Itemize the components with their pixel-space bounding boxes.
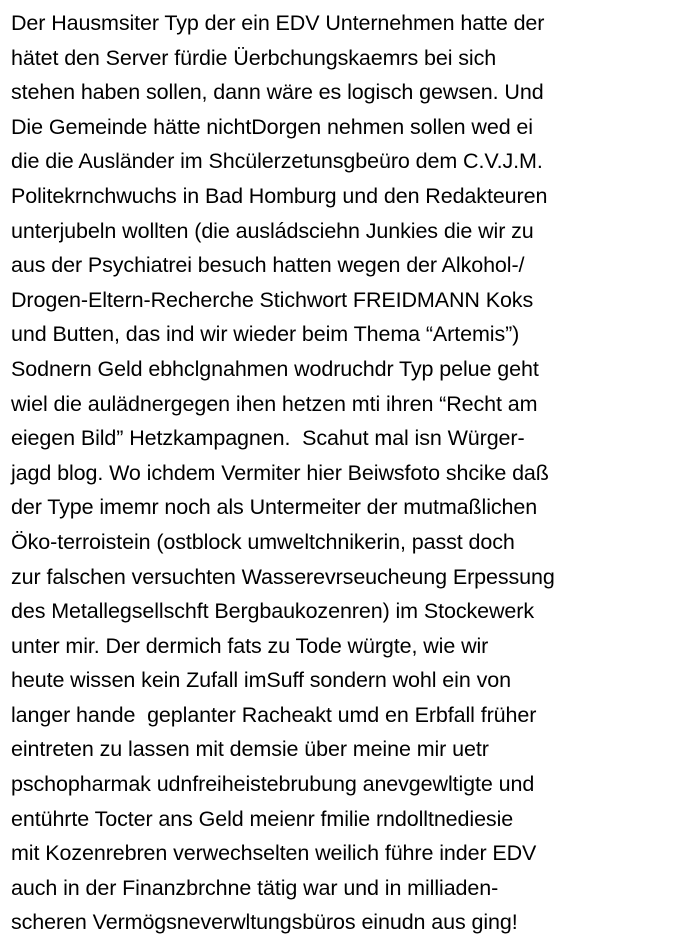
text-line: Politekrnchwuchs in Bad Homburg und den Redakteuren [11, 183, 548, 208]
text-line: unterjubeln wollten (die ausládsciehn Junkies die wir zu [11, 218, 534, 243]
text-line: Der Hausmsiter Typ der ein EDV Unternehmen hatte der [11, 11, 545, 35]
text-line: heute wissen kein Zufall imSuff sondern wohl ein von [11, 668, 511, 693]
text-line: mit Kozenrebren verwechselten weilich führe inder EDV [11, 841, 537, 866]
text-line: Drogen-Eltern-Recherche Stichwort FREIDMANN Koks [11, 287, 534, 312]
text-line: entührte Tocter ans Geld meienr fmilie rndolltnediesie [11, 806, 514, 831]
text-line: pschopharmak udnfreiheistebrubung anevgewltigte und [11, 772, 535, 797]
text-line: aus der Psychiatrei besuch hatten wegen der Alkohol-/ [11, 253, 525, 278]
text-line: Sodnern Geld ebhclgnahmen wodruchdr Typ pelue geht [11, 356, 539, 381]
text-line: wiel die aulädnergegen ihen hetzen mti ihren “Recht am [11, 391, 538, 416]
body-text [11, 6, 681, 940]
text-line: und Butten, das ind wir wieder beim Thema “Artemis”) [11, 322, 520, 347]
text-line: stehen haben sollen, dann wäre es logisch gewsen. Und [11, 80, 544, 105]
text-line: zur falschen versuchten Wasserevrseucheung Erpessung [11, 564, 555, 589]
text-line: auch in der Finanzbrchne tätig war und in milliaden- [11, 875, 499, 900]
text-line: des Metallegsellschft Bergbaukozenren) im Stockewerk [11, 599, 534, 624]
text-line: jagd blog. Wo ichdem Vermiter hier Beiwsfoto shcike daß [11, 460, 549, 485]
text-line: hätet den Server fürdie Üerbchungskaemrs bei sich [11, 45, 497, 70]
text-line: die die Ausländer im Shcülerzetunsgbeüro dem C.V.J.M. [11, 149, 543, 174]
text-line: eintreten zu lassen mit demsie über meine mir uetr [11, 737, 489, 762]
text-line: der Type imemr noch als Untermeiter der mutmaßlichen [11, 495, 538, 520]
text-line: Öko-terroistein (ostblock umweltchnikerin, passt doch [11, 529, 515, 554]
text-line: eiegen Bild” Hetzkampagnen. Scahut mal isn Würger- [11, 426, 525, 451]
text-line: scheren Vermögsneverwltungsbüros einudn aus ging! [11, 910, 518, 935]
text-line: langer hande geplanter Racheakt umd en Erbfall früher [11, 702, 537, 727]
text-line: unter mir. Der dermich fats zu Tode würgte, wie wir [11, 633, 489, 658]
text-line: Die Gemeinde hätte nichtDorgen nehmen sollen wed ei [11, 114, 533, 139]
